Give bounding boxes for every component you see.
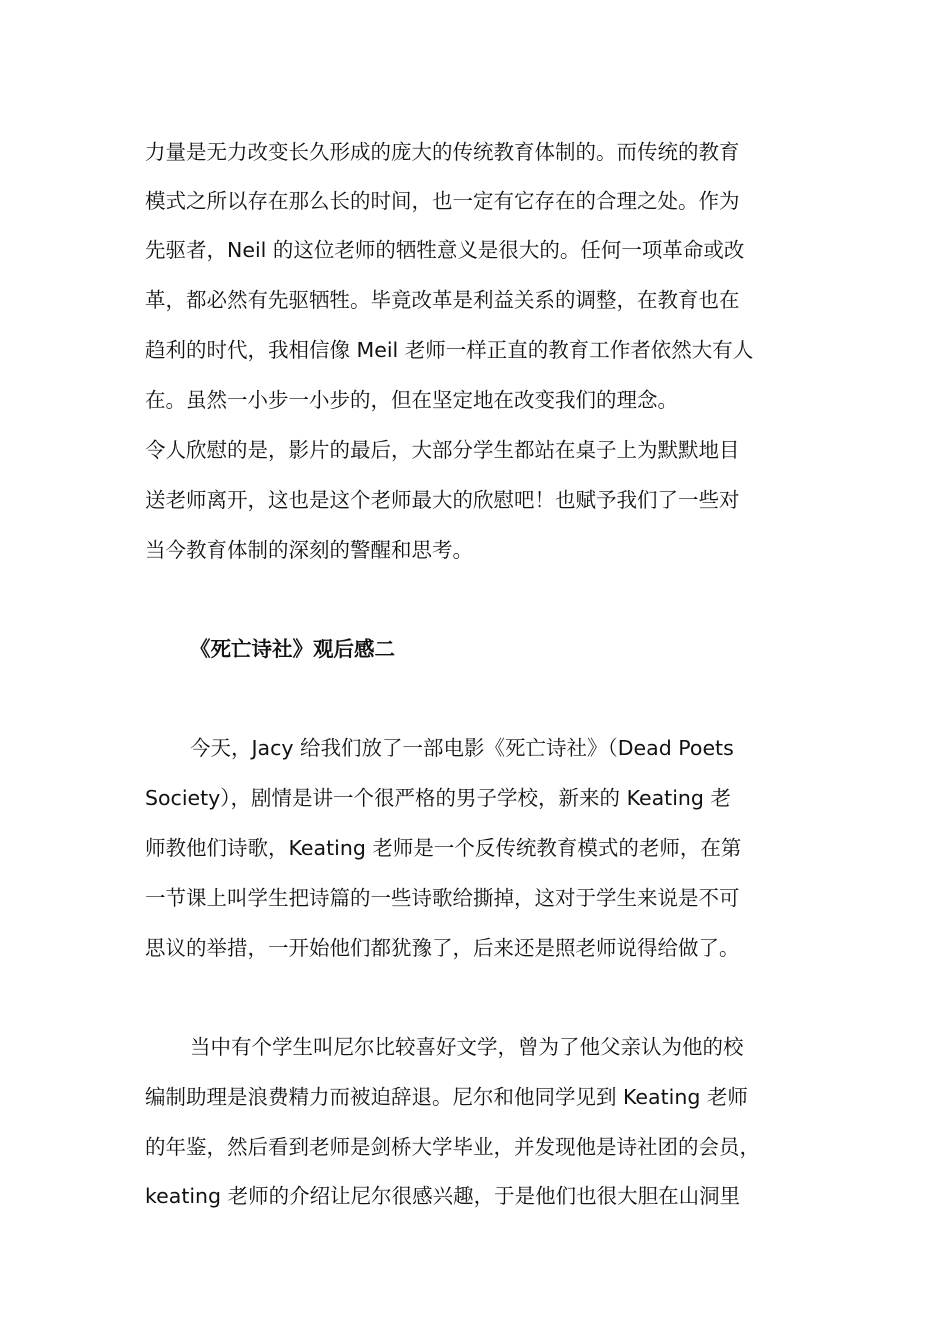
text-line: 先驱者，Neil 的这位老师的牺牲意义是很大的。任何一项革命或改 (145, 238, 745, 262)
text-line: Society），剧情是讲一个很严格的男子学校，新来的 Keating 老 (145, 786, 731, 810)
text-line: 当中有个学生叫尼尔比较喜好文学，曾为了他父亲认为他的校 (190, 1035, 744, 1059)
text-line: 的年鉴，然后看到老师是剑桥大学毕业，并发现他是诗社团的会员， (145, 1135, 760, 1159)
text-line: 编制助理是浪费精力而被迫辞退。尼尔和他同学见到 Keating 老师 (145, 1085, 748, 1109)
text-line: 力量是无力改变长久形成的庞大的传统教育体制的。而传统的教育 (145, 140, 740, 164)
text-line: 令人欣慰的是，影片的最后，大部分学生都站在桌子上为默默地目 (145, 438, 740, 462)
section-heading: 《死亡诗社》观后感二 (190, 637, 395, 661)
text-line: 师教他们诗歌，Keating 老师是一个反传统教育模式的老师，在第 (145, 836, 742, 860)
text-line: 在。虽然一小步一小步的，但在坚定地在改变我们的理念。 (145, 388, 678, 412)
text-line: 模式之所以存在那么长的时间，也一定有它存在的合理之处。作为 (145, 189, 740, 213)
text-line: 趋利的时代，我相信像 Meil 老师一样正直的教育工作者依然大有人 (145, 338, 754, 362)
text-line: 送老师离开，这也是这个老师最大的欣慰吧！也赋予我们了一些对 (145, 488, 740, 512)
text-line: 一节课上叫学生把诗篇的一些诗歌给撕掉，这对于学生来说是不可 (145, 886, 740, 910)
text-line: 当今教育体制的深刻的警醒和思考。 (145, 538, 473, 562)
text-line: keating 老师的介绍让尼尔很感兴趣，于是他们也很大胆在山洞里 (145, 1184, 741, 1208)
text-line: 思议的举措，一开始他们都犹豫了，后来还是照老师说得给做了。 (145, 936, 740, 960)
text-line: 今天，Jacy 给我们放了一部电影《死亡诗社》（Dead Poets (190, 736, 734, 760)
text-line: 革，都必然有先驱牺牲。毕竟改革是利益关系的调整，在教育也在 (145, 288, 740, 312)
